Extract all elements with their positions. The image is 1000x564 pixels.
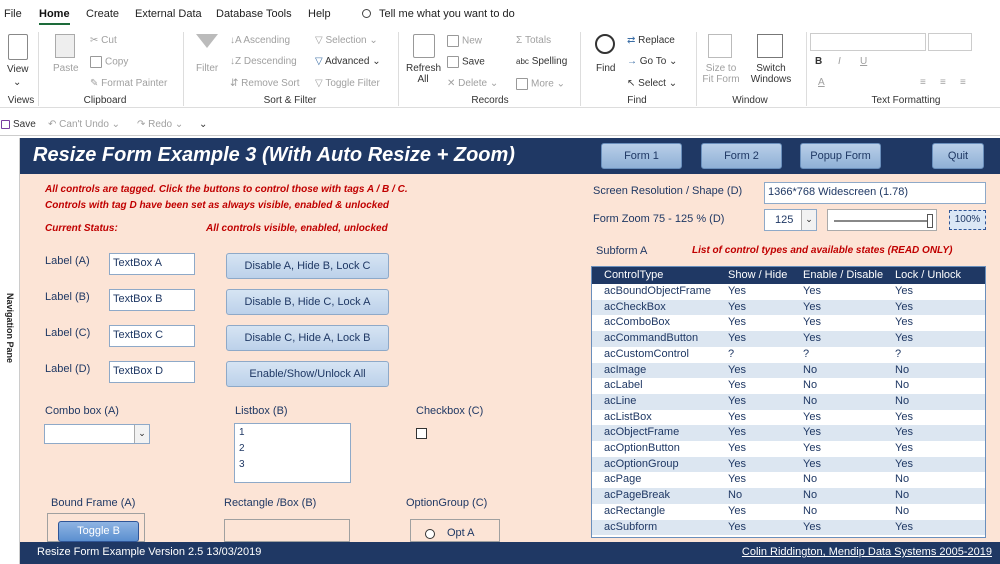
- table-row[interactable]: [592, 472, 986, 488]
- grid-header-row: [592, 267, 986, 284]
- toggle-filter-button[interactable]: [315, 78, 380, 89]
- table-cell: Yes: [803, 426, 821, 439]
- textbox-b[interactable]: TextBox B: [109, 289, 195, 311]
- table-row[interactable]: [592, 520, 986, 536]
- zoom-slider-track: [834, 220, 930, 222]
- table-row[interactable]: [592, 457, 986, 473]
- table-row[interactable]: [592, 300, 986, 316]
- form-header: [20, 138, 1000, 174]
- table-cell: ?: [728, 347, 735, 360]
- zoom-value: 125: [775, 214, 794, 226]
- zoom-slider-thumb[interactable]: [927, 214, 933, 228]
- group-text-formatting: Text Formatting: [871, 95, 941, 106]
- delete-label: Delete: [458, 78, 488, 89]
- group-find: Find: [627, 95, 647, 106]
- table-cell: acSubform: [604, 520, 658, 533]
- menu-home[interactable]: Home: [39, 8, 70, 20]
- list-item[interactable]: 2: [239, 443, 245, 454]
- refresh-icon: [413, 34, 435, 58]
- table-row[interactable]: [592, 363, 986, 379]
- align-right-icon[interactable]: ≡: [960, 77, 966, 88]
- undo-icon: ↶: [48, 119, 57, 130]
- bound-frame-label: Bound Frame (A): [51, 497, 136, 509]
- paste-icon: [55, 34, 75, 58]
- navigation-pane-label: Navigation Pane: [5, 293, 15, 364]
- status-value: All controls visible, enabled, unlocked: [206, 223, 388, 234]
- table-row[interactable]: [592, 394, 986, 410]
- menu-file[interactable]: File: [4, 8, 22, 20]
- table-cell: Yes: [895, 410, 913, 423]
- form2-button[interactable]: Form 2: [701, 143, 782, 169]
- qat-save-button[interactable]: [1, 119, 36, 130]
- table-cell: Yes: [895, 300, 913, 313]
- advanced-filter-icon: ▽: [315, 56, 323, 67]
- new-record-button[interactable]: [447, 35, 482, 47]
- table-cell: No: [895, 473, 910, 486]
- quick-access-toolbar: [0, 114, 1000, 136]
- table-cell: acCustomControl: [604, 347, 689, 360]
- table-cell: Yes: [895, 426, 913, 439]
- group-clipboard: Clipboard: [83, 95, 127, 106]
- table-cell: Yes: [803, 316, 821, 329]
- table-cell: No: [803, 363, 818, 376]
- table-row[interactable]: [592, 331, 986, 347]
- status-label: Current Status:: [45, 223, 118, 234]
- table-cell: Yes: [728, 316, 746, 329]
- table-cell: Yes: [728, 457, 746, 470]
- font-color-button[interactable]: A: [818, 77, 825, 88]
- totals-label: Totals: [524, 35, 552, 46]
- label-a: Label (A): [45, 255, 90, 267]
- table-cell: No: [895, 379, 910, 392]
- table-cell: Yes: [895, 457, 913, 470]
- table-cell: Yes: [728, 332, 746, 345]
- checkbox-c[interactable]: [416, 428, 427, 439]
- filter-button[interactable]: Filter: [196, 63, 219, 74]
- descending-label: Descending: [243, 56, 297, 67]
- list-item[interactable]: 3: [239, 459, 245, 470]
- qat-undo-button[interactable]: ↶ Can't Undo ⌄: [48, 119, 121, 130]
- table-cell: Yes: [803, 457, 821, 470]
- form-footer: [20, 542, 1000, 564]
- table-cell: acOptionGroup: [604, 457, 679, 470]
- form-title: Resize Form Example 3 (With Auto Resize + Zoom): [33, 144, 515, 166]
- listbox-b[interactable]: [234, 423, 351, 483]
- table-row[interactable]: [592, 347, 986, 363]
- tell-me-box[interactable]: [362, 8, 515, 20]
- combo-box-a[interactable]: [44, 424, 150, 444]
- table-cell: Yes: [728, 300, 746, 313]
- save-icon: [1, 120, 10, 129]
- replace-button[interactable]: [627, 35, 675, 46]
- format-painter-button[interactable]: [90, 78, 167, 89]
- toggle-filter-label: Toggle Filter: [325, 78, 380, 89]
- find-icon: [595, 34, 615, 54]
- select-button[interactable]: ↖ Select ⌄: [627, 78, 678, 89]
- combo-label: Combo box (A): [45, 405, 119, 417]
- table-cell: acComboBox: [604, 316, 671, 329]
- disable-a-button[interactable]: Disable A, Hide B, Lock C: [226, 253, 389, 279]
- table-cell: acLine: [604, 394, 637, 407]
- table-cell: Yes: [728, 379, 746, 392]
- table-cell: acObjectFrame: [604, 426, 680, 439]
- grid-header-enable-disable: Enable / Disable: [803, 269, 884, 281]
- remove-sort-icon: ⇵: [230, 78, 239, 89]
- grid-header-show-hide: Show / Hide: [728, 269, 788, 281]
- table-row[interactable]: [592, 284, 986, 300]
- table-row[interactable]: [592, 378, 986, 394]
- cut-button[interactable]: [90, 35, 117, 46]
- table-cell: Yes: [895, 520, 913, 533]
- table-cell: Yes: [803, 442, 821, 454]
- table-cell: Yes: [728, 520, 746, 533]
- resize-form: [20, 138, 1000, 564]
- remove-sort-button[interactable]: [230, 78, 300, 89]
- group-sort-filter: Sort & Filter: [263, 95, 317, 106]
- table-cell: No: [803, 504, 818, 517]
- table-cell: Yes: [728, 442, 746, 454]
- bound-frame-a[interactable]: [47, 513, 145, 542]
- selection-icon: ▽: [315, 35, 323, 46]
- enable-all-button[interactable]: Enable/Show/Unlock All: [226, 361, 389, 387]
- delete-icon: ✕: [447, 78, 456, 89]
- qat-undo-label: Can't Undo: [59, 119, 109, 130]
- table-row[interactable]: [592, 425, 986, 441]
- menu-bar: [0, 0, 1000, 28]
- radio-opt-a[interactable]: [425, 529, 435, 539]
- table-cell: acListBox: [604, 410, 652, 423]
- option-group-c[interactable]: [410, 519, 500, 542]
- table-cell: Yes: [803, 520, 821, 533]
- table-cell: acCheckBox: [604, 300, 666, 313]
- intro-line-1: All controls are tagged. Click the buttons to control those with tags A / B / C.: [45, 184, 408, 195]
- ascending-label: Ascending: [243, 35, 291, 46]
- qat-redo-label: Redo: [148, 119, 173, 130]
- cursor-icon: ↖: [627, 78, 636, 89]
- form1-button[interactable]: Form 1: [601, 143, 682, 169]
- replace-label: Replace: [638, 35, 675, 46]
- group-window: Window: [732, 95, 768, 106]
- table-cell: Yes: [803, 332, 821, 345]
- chevron-down-icon[interactable]: ⌄: [801, 210, 816, 230]
- menu-create[interactable]: Create: [86, 8, 120, 20]
- spelling-button[interactable]: [516, 56, 567, 67]
- switch-windows-icon: [757, 34, 783, 58]
- more-label: More: [531, 78, 554, 90]
- sigma-icon: Σ: [516, 35, 523, 46]
- table-cell: ?: [895, 347, 902, 360]
- save-record-label: Save: [462, 56, 485, 68]
- table-row[interactable]: [592, 410, 986, 426]
- screen-res-field[interactable]: 1366*768 Widescreen (1.78): [764, 182, 986, 204]
- remove-sort-label: Remove Sort: [241, 78, 300, 89]
- table-cell: No: [803, 379, 818, 392]
- format-painter-label: Format Painter: [101, 78, 168, 89]
- table-cell: Yes: [728, 394, 746, 407]
- copy-icon: [90, 56, 102, 68]
- go-to-label: Go To: [639, 56, 667, 67]
- table-cell: Yes: [728, 426, 746, 439]
- disable-c-button[interactable]: Disable C, Hide A, Lock B: [226, 325, 389, 351]
- table-cell: No: [895, 363, 910, 376]
- table-cell: ?: [803, 347, 810, 360]
- table-row[interactable]: [592, 441, 986, 457]
- go-to-button[interactable]: → Go To ⌄: [627, 56, 678, 67]
- disable-b-button[interactable]: Disable B, Hide C, Lock A: [226, 289, 389, 315]
- table-cell: acLabel: [604, 379, 643, 392]
- filter-icon: [196, 34, 218, 48]
- table-cell: No: [895, 489, 910, 502]
- table-cell: No: [895, 504, 910, 517]
- font-name-select[interactable]: [810, 33, 926, 51]
- table-cell: No: [803, 473, 818, 486]
- table-cell: acImage: [604, 363, 647, 376]
- sort-asc-icon: ↓A: [230, 35, 242, 46]
- footer-version: Resize Form Example Version 2.5 13/03/2019: [37, 546, 262, 558]
- totals-button[interactable]: [516, 35, 551, 46]
- table-cell: Yes: [803, 285, 821, 297]
- table-cell: acBoundObjectFrame: [604, 285, 711, 297]
- toggle-b-button[interactable]: Toggle B: [58, 521, 139, 542]
- zoom-select[interactable]: [764, 209, 817, 231]
- textbox-d[interactable]: TextBox D: [109, 361, 195, 383]
- textbox-a[interactable]: TextBox A: [109, 253, 195, 275]
- table-cell: acRectangle: [604, 504, 666, 517]
- table-cell: Yes: [895, 332, 913, 345]
- table-cell: No: [728, 489, 743, 502]
- checkbox-label: Checkbox (C): [416, 405, 484, 417]
- table-cell: No: [803, 394, 818, 407]
- ascending-button[interactable]: [230, 35, 290, 46]
- table-cell: No: [803, 489, 818, 502]
- advanced-label: Advanced: [324, 56, 370, 67]
- replace-icon: ⇄: [627, 35, 636, 46]
- redo-icon: ↷: [137, 119, 146, 130]
- screen-res-label: Screen Resolution / Shape (D): [593, 185, 743, 197]
- delete-button[interactable]: ✕ Delete ⌄: [447, 78, 499, 89]
- table-cell: Yes: [803, 410, 821, 423]
- label-c: Label (C): [45, 327, 91, 339]
- view-button[interactable]: View: [7, 64, 29, 75]
- menu-external-data[interactable]: External Data: [135, 8, 202, 20]
- descending-button[interactable]: [230, 56, 297, 67]
- footer-credit-link[interactable]: Colin Riddington, Mendip Data Systems 2005-2019: [741, 546, 992, 558]
- rectangle-label: Rectangle /Box (B): [224, 497, 317, 509]
- rectangle-box-b: [224, 519, 350, 542]
- underline-button[interactable]: U: [860, 56, 868, 67]
- size-to-fit-icon: [708, 34, 732, 58]
- table-cell: Yes: [803, 300, 821, 313]
- align-center-icon[interactable]: ≡: [940, 77, 946, 88]
- option-group-label: OptionGroup (C): [406, 497, 488, 509]
- intro-line-2: Controls with tag D have been set as always visible, enabled & unlocked: [45, 200, 389, 211]
- more-icon: [516, 78, 528, 90]
- quit-button[interactable]: Quit: [932, 143, 984, 169]
- table-row[interactable]: [592, 488, 986, 504]
- group-records: Records: [471, 95, 509, 106]
- table-row[interactable]: [592, 504, 986, 520]
- new-record-icon: [447, 35, 459, 47]
- menu-database-tools[interactable]: Database Tools: [216, 8, 292, 20]
- table-cell: acPage: [604, 473, 642, 486]
- opt-a-label: Opt A: [447, 527, 475, 539]
- table-row[interactable]: [592, 315, 986, 331]
- label-d: Label (D): [45, 363, 91, 375]
- scissors-icon: ✂: [90, 35, 99, 46]
- view-icon: [8, 34, 28, 60]
- table-cell: acPageBreak: [604, 489, 671, 502]
- paste-button[interactable]: Paste: [53, 63, 79, 74]
- find-button[interactable]: Find: [596, 63, 616, 74]
- navigation-pane[interactable]: [0, 138, 20, 564]
- table-cell: Yes: [895, 442, 913, 454]
- refresh-all-button[interactable]: Refresh All: [406, 63, 442, 85]
- table-cell: acOptionButton: [604, 442, 680, 454]
- qat-redo-button[interactable]: ↷ Redo ⌄: [137, 119, 184, 130]
- popup-form-button[interactable]: Popup Form: [800, 143, 881, 169]
- zoom-100-button[interactable]: 100%: [949, 210, 986, 230]
- table-cell: Yes: [895, 316, 913, 329]
- toggle-filter-icon: ▽: [315, 78, 323, 89]
- new-record-label: New: [462, 35, 483, 47]
- bold-button[interactable]: B: [815, 56, 823, 67]
- listbox-label: Listbox (B): [235, 405, 288, 417]
- qat-save-label: Save: [13, 119, 36, 130]
- zoom-slider[interactable]: [827, 209, 937, 231]
- subform-label: Subform A: [596, 245, 648, 257]
- table-cell: Yes: [895, 285, 913, 297]
- spelling-icon: abc: [516, 57, 529, 66]
- table-cell: Yes: [728, 473, 746, 486]
- size-to-fit-form-button[interactable]: Size to Fit Form: [702, 63, 740, 85]
- chevron-down-icon[interactable]: ⌄: [134, 425, 149, 443]
- label-b: Label (B): [45, 291, 90, 303]
- align-left-icon[interactable]: ≡: [920, 77, 926, 88]
- qat-customize-icon[interactable]: ⌄: [199, 119, 208, 130]
- cut-label: Cut: [101, 35, 117, 46]
- spelling-label: Spelling: [531, 56, 568, 67]
- grid-header-controltype: ControlType: [604, 269, 664, 281]
- table-cell: Yes: [728, 285, 746, 297]
- subform-note: List of control types and available states (READ ONLY): [692, 245, 953, 256]
- list-item[interactable]: 1: [239, 427, 245, 438]
- more-button[interactable]: More ⌄: [516, 78, 565, 90]
- advanced-button[interactable]: ▽ Advanced ⌄: [315, 56, 381, 67]
- sort-desc-icon: ↓Z: [230, 56, 242, 67]
- table-cell: Yes: [728, 363, 746, 376]
- group-views: Views: [7, 95, 35, 106]
- search-icon: [362, 9, 371, 18]
- selection-label: Selection: [325, 35, 367, 46]
- italic-button[interactable]: I: [838, 56, 841, 67]
- arrow-right-icon: →: [627, 56, 637, 67]
- copy-button[interactable]: [90, 56, 128, 68]
- table-cell: Yes: [728, 504, 746, 517]
- font-size-select[interactable]: [928, 33, 972, 51]
- selection-button[interactable]: ▽ Selection ⌄: [315, 35, 378, 46]
- table-cell: Yes: [728, 410, 746, 423]
- switch-windows-button[interactable]: Switch Windows: [750, 63, 792, 85]
- zoom-label: Form Zoom 75 - 125 % (D): [593, 213, 725, 225]
- save-icon: [447, 56, 459, 68]
- save-record-button[interactable]: [447, 56, 485, 68]
- textbox-c[interactable]: TextBox C: [109, 325, 195, 347]
- select-label: Select: [638, 78, 666, 89]
- tell-me-text: Tell me what you want to do: [379, 8, 515, 20]
- grid-header-lock-unlock: Lock / Unlock: [895, 269, 962, 281]
- table-cell: No: [895, 394, 910, 407]
- view-dropdown-icon[interactable]: ⌄: [13, 77, 22, 88]
- brush-icon: ✎: [90, 78, 99, 89]
- subform-grid[interactable]: [591, 266, 986, 538]
- menu-help[interactable]: Help: [308, 8, 331, 20]
- table-cell: acCommandButton: [604, 332, 699, 345]
- copy-label: Copy: [105, 56, 129, 68]
